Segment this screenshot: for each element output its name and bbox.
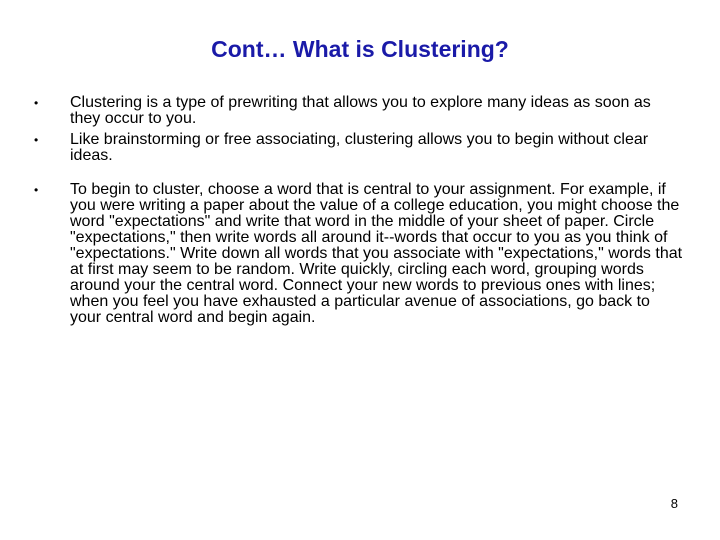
bullet-text: Clustering is a type of prewriting that allows you to explore many ideas as soon as they occur to you. [70, 94, 651, 127]
slide-title: Cont… What is Clustering? [211, 36, 509, 62]
bullet-item [0, 182, 720, 326]
bullet-list [0, 95, 720, 326]
bullet-item [0, 132, 720, 164]
bullet-text: Like brainstorming or free associating, clustering allows you to begin without clear ideas. [70, 131, 649, 164]
bullet-spacer [0, 164, 720, 182]
bullet-text: To begin to cluster, choose a word that is central to your assignment. For example, if you were writing a paper about the value of a college education, you might choose the word "expectations" and write that word in the middle of your sheet of paper. Circle "expectations," then write words all around it--words that occur to you as you think of "expectations." Write down all words that you associate with "expectations," words that at first may seem to be random. Write quickly, circling each word, grouping words around your the central word. Connect your new words to previous ones with lines; when you feel you have exhausted a particular avenue of associations, go back to your central word and begin again. [70, 181, 683, 326]
bullet-marker: • [34, 183, 39, 197]
bullet-item [0, 95, 720, 127]
page-number: 8 [670, 496, 678, 511]
bullet-marker: • [34, 96, 39, 110]
bullet-marker: • [34, 133, 39, 147]
